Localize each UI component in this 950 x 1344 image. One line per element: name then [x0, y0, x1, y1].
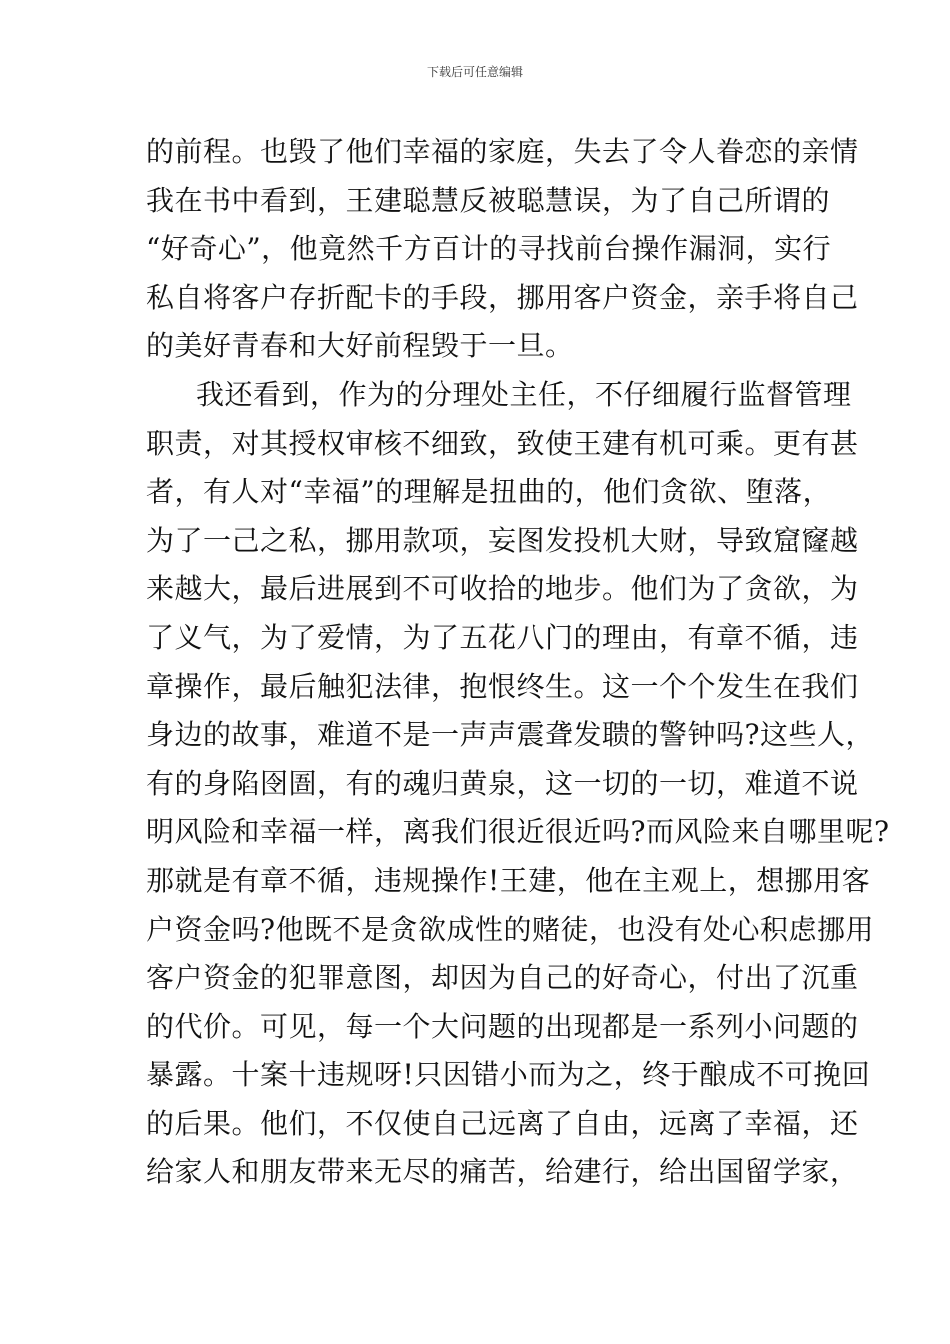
text-line: 私自将客户存折配卡的手段，挪用客户资金，亲手将自己 [146, 280, 859, 314]
text-line: 给家人和朋友带来无尽的痛苦，给建行，给出国留学家， [146, 1155, 859, 1189]
text-line: 者，有人对“幸福”的理解是扭曲的，他们贪欲、堕落， [146, 475, 832, 509]
text-line: “好奇心”，他竟然千方百计的寻找前台操作漏洞，实行 [146, 232, 832, 266]
text-line: 了义气，为了爱情，为了五花八门的理由，有章不循，违 [146, 620, 859, 654]
text-line: 户资金吗?他既不是贪欲成性的赌徒，也没有处心积虑挪用 [146, 912, 875, 946]
text-line: 我在书中看到，王建聪慧反被聪慧误，为了自己所谓的 [146, 183, 831, 217]
text-line: 客户资金的犯罪意图，却因为自己的好奇心，付出了沉重 [146, 961, 859, 995]
text-line: 暴露。十案十违规呀!只因错小而为之，终于酿成不可挽回 [146, 1058, 871, 1092]
text-line: 那就是有章不循，违规操作!王建，他在主观上，想挪用客 [146, 863, 871, 897]
document-body [146, 128, 890, 1197]
text-line: 有的身陷囹圄，有的魂归黄泉，这一切的一切，难道不说 [146, 766, 859, 800]
text-line: 身边的故事，难道不是一声声震聋发聩的警钟吗?这些人， [146, 718, 875, 752]
text-line: 的美好青春和大好前程毁于一旦。 [146, 329, 574, 363]
text-line: 的代价。可见，每一个大问题的出现都是一系列小问题的 [146, 1009, 859, 1043]
text-line: 明风险和幸福一样，离我们很近很近吗?而风险来自哪里呢? [146, 815, 890, 849]
text-line: 章操作，最后触犯法律，抱恨终生。这一个个发生在我们 [146, 669, 859, 703]
text-line: 职责，对其授权审核不细致，致使王建有机可乘。更有甚 [146, 426, 859, 460]
text-line: 来越大，最后进展到不可收拾的地步。他们为了贪欲，为 [146, 572, 859, 606]
page-header: 下载后可任意编辑 [426, 65, 523, 79]
text-line: 的前程。也毁了他们幸福的家庭，失去了令人眷恋的亲情 [146, 135, 859, 168]
text-line: 为了一己之私，挪用款项，妄图发投机大财，导致窟窿越 [146, 523, 859, 557]
text-line: 的后果。他们，不仅使自己远离了自由，远离了幸福，还 [146, 1106, 859, 1140]
paragraph-start-line: 我还看到，作为的分理处主任，不仔细履行监督管理 [196, 377, 852, 411]
